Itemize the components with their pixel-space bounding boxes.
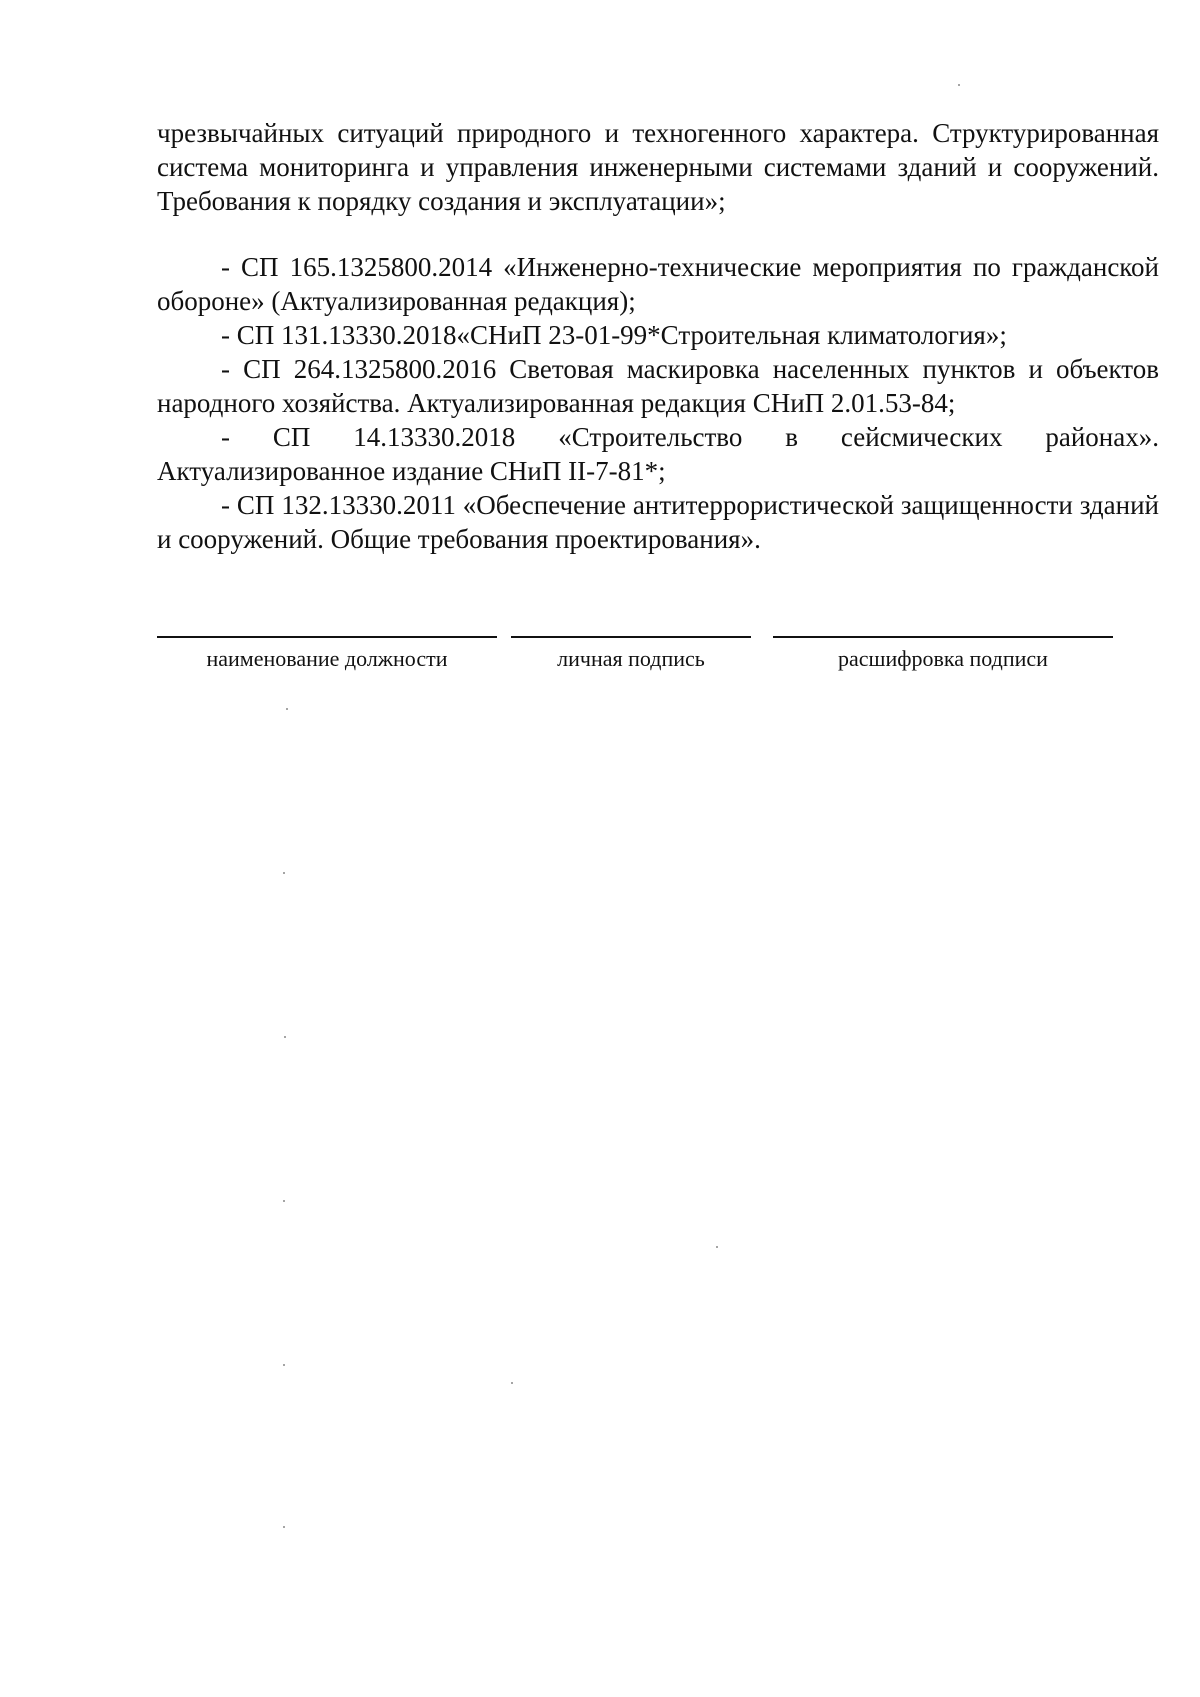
signature-personal-field xyxy=(511,636,751,672)
scan-speck xyxy=(511,1382,513,1384)
signature-decoding-line xyxy=(773,636,1113,638)
document-body xyxy=(157,116,1159,556)
signature-personal-label: личная подпись xyxy=(557,646,705,671)
scan-speck xyxy=(958,84,960,86)
scan-speck xyxy=(283,872,285,874)
scan-speck xyxy=(286,708,288,710)
scan-speck xyxy=(284,1036,286,1038)
signature-position-label: наименование должности xyxy=(206,646,448,671)
signature-position-line xyxy=(157,636,497,638)
list-item-sp-14: - СП 14.13330.2018 «Строительство в сейсмических районах». Актуализированное издание СНиП II-7-81*; xyxy=(157,422,1159,486)
list-item-sp-264: - СП 264.1325800.2016 Световая маскировка населенных пунктов и объектов народного хозяйства. Актуализированная редакция СНиП 2.01.53-84; xyxy=(157,354,1159,418)
list-item-sp-131: - СП 131.13330.2018«СНиП 23-01-99*Строительная климатология»; xyxy=(221,320,1007,350)
signature-personal-line xyxy=(511,636,751,638)
list-item-sp-132: - СП 132.13330.2011 «Обеспечение антитеррористической защищенности зданий и сооружений. Общие требования проектирования». xyxy=(157,490,1159,554)
list-item-sp-165: - СП 165.1325800.2014 «Инженерно-технические мероприятия по гражданской обороне» (Актуализированная редакция); xyxy=(157,252,1159,316)
scan-speck xyxy=(716,1246,718,1248)
signature-decoding-label: расшифровка подписи xyxy=(838,646,1048,671)
scan-speck xyxy=(283,1526,285,1528)
signature-block xyxy=(0,636,1200,696)
signature-position-field xyxy=(157,636,497,672)
scan-speck xyxy=(283,1200,285,1202)
scan-speck xyxy=(283,1364,285,1366)
signature-decoding-field xyxy=(773,636,1113,672)
paragraph-continuation: чрезвычайных ситуаций природного и техногенного характера. Структурированная система мониторинга и управления инженерными системами зданий и сооружений. Требования к порядку создания и эксплуатации»; xyxy=(157,118,1159,216)
